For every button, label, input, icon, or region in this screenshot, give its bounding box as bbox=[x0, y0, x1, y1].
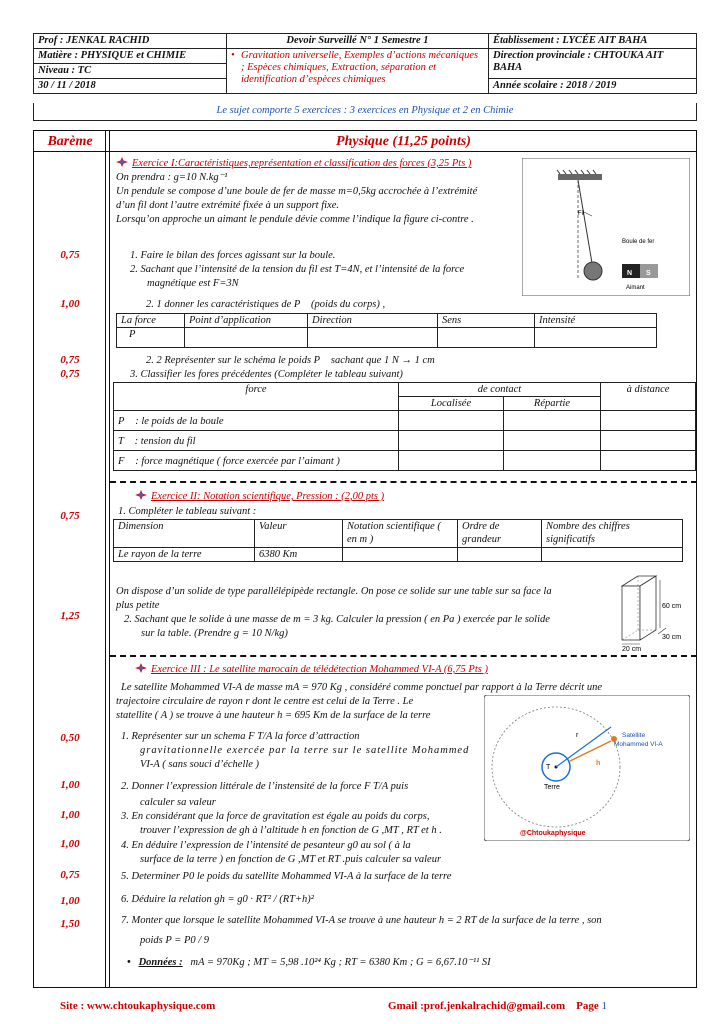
ex3-question: VI-A ( sans souci d’échelle ) bbox=[140, 759, 260, 770]
exercise-2-title bbox=[135, 490, 384, 502]
exercise-3-title-text: Exercice III : Le satellite marocain de télédétection Mohammed VI-A (6,75 Pts ) bbox=[151, 664, 488, 675]
table-cell[interactable] bbox=[438, 328, 535, 348]
table-header: Direction bbox=[308, 314, 438, 328]
points-value: 0,75 bbox=[60, 510, 80, 522]
points-value: 1,00 bbox=[60, 298, 80, 310]
ex2-question: 2. Sachant que le solide à une masse de m = 3 kg. Calculer la pression ( en Pa ) exercée par le solide bbox=[124, 614, 550, 625]
table-header: Ordre de grandeur bbox=[458, 520, 542, 548]
ex1-text: Lorsqu’on approche un aimant le pendule dévie comme l’indique la figure ci-contre . bbox=[116, 214, 474, 225]
ex1-text: d’un fil dont l’autre extrémité fixée à un support fixe. bbox=[116, 200, 339, 211]
ex3-question: 7. Monter que lorsque le satellite Mohammed VI-A se trouve à une hauteur h = 2 RT de la surface de la terre , son bbox=[121, 915, 602, 926]
footer-site[interactable]: Site : www.chtoukaphysique.com bbox=[60, 1000, 216, 1012]
satellite-figure bbox=[484, 695, 690, 841]
points-value: 1,00 bbox=[60, 895, 80, 907]
ex3-question: calculer sa valeur bbox=[140, 797, 216, 808]
topics-text: Gravitation universelle, Exemples d’actions mécaniques ; Espèces chimiques, Extraction, séparation et identification d’espèces chimiques bbox=[241, 50, 479, 85]
niveau: Niveau : TC bbox=[34, 64, 227, 79]
table-cell[interactable] bbox=[399, 451, 504, 471]
notation-table bbox=[113, 519, 683, 562]
table-header: Dimension bbox=[114, 520, 255, 548]
table-cell[interactable] bbox=[601, 411, 696, 431]
points-value: 1,50 bbox=[60, 918, 80, 930]
table-cell[interactable] bbox=[504, 451, 601, 471]
points-value: 1,25 bbox=[60, 610, 80, 622]
table-header: Nombre des chiffres significatifs bbox=[542, 520, 683, 548]
points-value: 0,75 bbox=[60, 354, 80, 366]
table-cell[interactable] bbox=[504, 411, 601, 431]
table-header: Point d’application bbox=[185, 314, 308, 328]
table-header: force bbox=[114, 383, 399, 411]
section-divider bbox=[110, 481, 697, 483]
magnet-n: N bbox=[627, 270, 633, 277]
points-value: 0,75 bbox=[60, 249, 80, 261]
table-cell[interactable] bbox=[542, 548, 683, 562]
characteristics-table bbox=[116, 313, 657, 348]
depth-label: 30 cm bbox=[662, 634, 682, 641]
page-number: 1 bbox=[601, 1000, 608, 1012]
solid-figure bbox=[612, 572, 696, 652]
ex3-question: 2. Donner l’expression littérale de l’instensité de la force F T/A puis bbox=[121, 781, 409, 792]
pendulum-figure bbox=[522, 158, 690, 296]
points-value: 1,00 bbox=[60, 809, 80, 821]
satellite-label: Satellite bbox=[622, 732, 646, 739]
table-header: Répartie bbox=[504, 397, 601, 411]
donnees-label: Données : bbox=[138, 957, 183, 968]
direction: Direction provinciale : CHTOUKA AIT BAHA bbox=[489, 49, 697, 79]
ex3-question: trouver l’expression de gh à l’altitude h en fonction de G ,MT , RT et h . bbox=[140, 825, 442, 836]
gmail-text[interactable]: Gmail :prof.jenkalrachid@gmail.com bbox=[388, 1000, 566, 1012]
table-header: Intensité bbox=[535, 314, 657, 328]
table-header: Localisée bbox=[399, 397, 504, 411]
table-header: Valeur bbox=[255, 520, 343, 548]
star-icon bbox=[116, 157, 128, 167]
header-table bbox=[33, 33, 697, 94]
exercise-1-title-text: Exercice I:Caractéristiques,représentation et classification des forces (3,25 Pts ) bbox=[132, 158, 472, 169]
ex3-question: 1. Représenter sur un schema F T/A la force d’attraction bbox=[121, 731, 360, 742]
table-header: Notation scientifique ( en m ) bbox=[343, 520, 458, 548]
school-year: Année scolaire : 2018 / 2019 bbox=[489, 79, 697, 94]
points-value: 0,75 bbox=[60, 869, 80, 881]
ex3-text: statellite ( A ) se trouve à une hauteur h = 695 Km de la surface de la terre bbox=[116, 710, 431, 721]
satellite-name-label: Mohammed VI-A bbox=[614, 741, 663, 748]
ex1-question: 3. Classifier les fores précédentes (Compléter le tableau suivant) bbox=[130, 369, 403, 380]
radius-label: r bbox=[576, 732, 579, 739]
width-label: 20 cm bbox=[622, 646, 642, 652]
credit-label: @Chtoukaphysique bbox=[520, 830, 586, 837]
ex3-question: 6. Déduire la relation gh = g0 · RT² / (RT+h)² bbox=[121, 894, 314, 905]
star-icon bbox=[135, 663, 147, 673]
height-h-label: h bbox=[596, 760, 601, 767]
exam-date: 30 / 11 / 2018 bbox=[34, 79, 227, 94]
school-name: Établissement : LYCÉE AIT BAHA bbox=[489, 34, 697, 49]
subject-matter: Matière : PHYSIQUE et CHIMIE bbox=[34, 49, 227, 64]
section-divider bbox=[110, 655, 697, 657]
height-label: 60 cm bbox=[662, 603, 682, 610]
exam-topics: • Gravitation universelle, Exemples d’actions mécaniques ; Espèces chimiques, Extraction, séparation et identification d’espèces chimiques bbox=[227, 49, 489, 94]
points-value: 0,75 bbox=[60, 368, 80, 380]
ex1-question: magnétique est F=3N bbox=[147, 278, 239, 289]
column-separator bbox=[109, 130, 110, 988]
ex3-text: Le satellite Mohammed VI-A de masse mA = 970 Kg , considéré comme ponctuel par rapport à la Terre décrit une bbox=[121, 682, 602, 693]
aimant-label: Aimant bbox=[626, 285, 645, 291]
ex3-question: 4. En déduire l’expression de l’intensité de pesanteur g0 au sol ( à la bbox=[121, 840, 411, 851]
table-cell[interactable] bbox=[399, 431, 504, 451]
ex2-question: 1. Compléter le tableau suivant : bbox=[118, 506, 257, 517]
footer-gmail bbox=[388, 1000, 607, 1012]
table-cell: F⃗ : force magnétique ( force exercée par l’aimant ) bbox=[114, 451, 399, 471]
ex2-text: On dispose d’un solide de type parallélépipède rectangle. On pose ce solide sur une table sur sa face la bbox=[116, 586, 552, 597]
table-cell[interactable] bbox=[458, 548, 542, 562]
star-icon bbox=[135, 490, 147, 500]
earth-label: Terre bbox=[544, 784, 560, 791]
exam-title: Devoir Surveillé N° 1 Semestre 1 bbox=[227, 34, 489, 49]
ex1-question: 2. 2 Représenter sur le schéma le poids P⃗ sachant que 1 N → 1 cm bbox=[146, 355, 435, 366]
ex1-question: 1. Faire le bilan des forces agissant sur la boule. bbox=[130, 250, 336, 261]
points-value: 1,00 bbox=[60, 779, 80, 791]
table-cell[interactable] bbox=[601, 451, 696, 471]
table-header: La force bbox=[117, 314, 185, 328]
physique-heading: Physique (11,25 points) bbox=[336, 134, 471, 149]
table-cell[interactable] bbox=[399, 411, 504, 431]
table-cell[interactable] bbox=[535, 328, 657, 348]
subject-info: Le sujet comporte 5 exercices : 3 exercices en Physique et 2 en Chimie bbox=[33, 103, 697, 121]
table-header: de contact bbox=[399, 383, 601, 397]
table-cell: P⃗ bbox=[117, 328, 185, 348]
ex1-text: On prendra : g=10 N.kg⁻¹ bbox=[116, 172, 228, 183]
table-cell: T⃗ : tension du fil bbox=[114, 431, 399, 451]
ex1-question: 2. 1 donner les caractéristiques de P⃗ (poids du corps) , bbox=[146, 299, 386, 310]
page-label: Page bbox=[576, 1000, 599, 1012]
ex1-question: 2. Sachant que l’intensité de la tension du fil est T=4N, et l’intensité de la force bbox=[130, 264, 465, 275]
bareme-heading: Barème bbox=[47, 134, 93, 149]
table-cell[interactable] bbox=[601, 431, 696, 451]
prof-name: Prof : JENKAL RACHID bbox=[34, 34, 227, 49]
ex3-question: 3. En considérant que la force de gravitation est égale au poids du corps, bbox=[121, 811, 430, 822]
ex3-question: gravitationnelle exercée par la terre sur le satellite Mohammed bbox=[140, 745, 470, 756]
ex2-question: sur la table. (Prendre g = 10 N/kg) bbox=[141, 628, 288, 639]
exercise-3-title bbox=[135, 663, 488, 675]
table-header: Sens bbox=[438, 314, 535, 328]
donnees-line: • Données : mA = 970Kg ; MT = 5,98 .10²⁴ Kg ; RT = 6380 Km ; G = 6,67.10⁻¹¹ SI bbox=[127, 957, 491, 968]
earth-center-label: T bbox=[546, 764, 551, 771]
ex2-text: plus petite bbox=[116, 600, 160, 611]
exercise-2-title-text: Exercice II: Notation scientifique, Pression : (2,00 pts ) bbox=[151, 491, 385, 502]
ex3-question: 5. Determiner P0 le poids du satellite Mohammed VI-A à la surface de la terre bbox=[121, 871, 452, 882]
table-header: à distance bbox=[601, 383, 696, 411]
table-cell: Le rayon de la terre bbox=[114, 548, 255, 562]
boule-label: Boule de fer bbox=[622, 239, 655, 245]
table-cell[interactable] bbox=[504, 431, 601, 451]
magnet-s: S bbox=[646, 270, 651, 277]
table-cell: P⃗ : le poids de la boule bbox=[114, 411, 399, 431]
ex3-question: surface de la terre ) en fonction de G ,MT et RT .puis calculer sa valeur bbox=[140, 854, 442, 865]
ex3-question: poids P = P0 / 9 bbox=[140, 935, 210, 946]
table-cell[interactable] bbox=[308, 328, 438, 348]
table-cell[interactable] bbox=[185, 328, 308, 348]
fil-label: Fil bbox=[578, 211, 585, 217]
exercise-1-title bbox=[116, 157, 471, 169]
ex3-text: trajectoire circulaire de rayon r dont le centre est celui de la Terre . Le bbox=[116, 696, 414, 707]
ex1-text: Un pendule se compose d’une boule de fer de masse m=0,5kg accrochée à l’extrémité bbox=[116, 186, 478, 197]
table-cell: 6380 Km bbox=[255, 548, 343, 562]
donnees-values: mA = 970Kg ; MT = 5,98 .10²⁴ Kg ; RT = 6380 Km ; G = 6,67.10⁻¹¹ SI bbox=[190, 957, 491, 968]
classification-table bbox=[113, 382, 696, 471]
points-value: 0,50 bbox=[60, 732, 80, 744]
points-value: 1,00 bbox=[60, 838, 80, 850]
column-separator bbox=[105, 130, 106, 988]
table-cell[interactable] bbox=[343, 548, 458, 562]
